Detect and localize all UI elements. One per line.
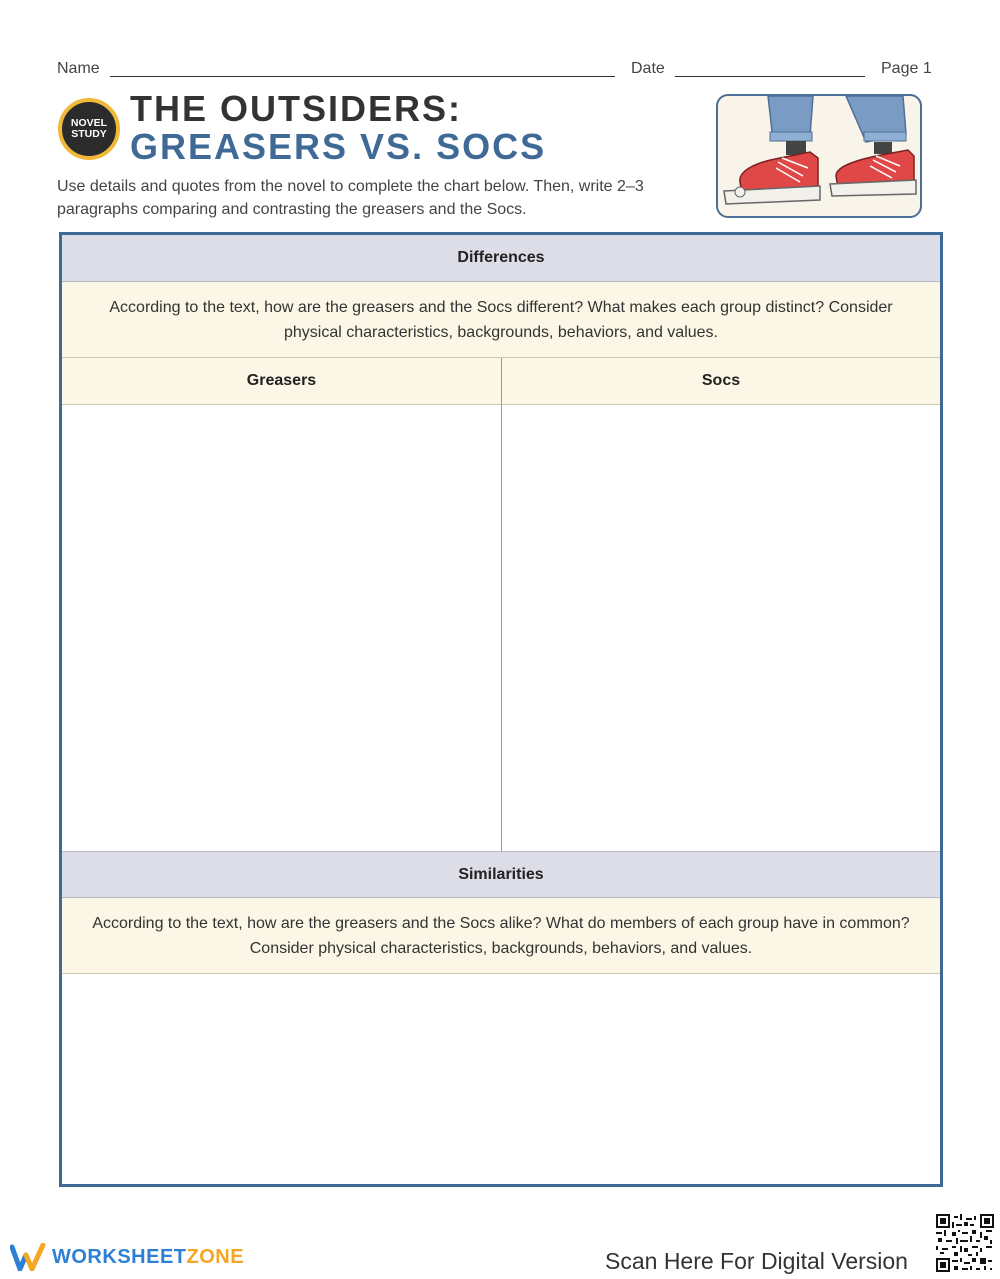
scan-instruction: Scan Here For Digital Version: [605, 1248, 908, 1274]
page-title-line-1: THE OUTSIDERS:: [130, 88, 463, 129]
similarities-prompt: According to the text, how are the greasers and the Socs alike? What do members of each group have in common? Consider physical characteristics, backgrounds, behaviors, and values.: [62, 898, 940, 974]
similarities-heading: Similarities: [62, 851, 940, 898]
similarities-writing-area[interactable]: [62, 974, 940, 1184]
socs-column-header: Socs: [701, 372, 741, 389]
page-title-line-2: GREASERS VS. SOCS: [130, 126, 547, 167]
date-field[interactable]: [675, 76, 865, 77]
novel-study-badge-icon: [58, 98, 120, 160]
instructions-text: Use details and quotes from the novel to complete the chart below. Then, write 2–3 paragraphs comparing and contrasting the greasers and the Socs.: [57, 178, 644, 218]
sneakers-illustration: [716, 94, 922, 218]
badge-line-1: NOVEL: [70, 117, 108, 129]
comparison-chart: [59, 232, 943, 1187]
worksheet-zone-logo-icon: [10, 1243, 46, 1271]
differences-prompt: According to the text, how are the greasers and the Socs different? What makes each group distinct? Consider physical characteristics, backgrounds, behaviors, and values.: [62, 282, 940, 358]
greasers-column-header: Greasers: [246, 372, 317, 389]
badge-line-2: STUDY: [71, 128, 107, 140]
greasers-writing-area[interactable]: [62, 405, 501, 851]
logo-text-worksheet: WORKSHEET: [52, 1245, 187, 1268]
socs-writing-area[interactable]: [502, 405, 940, 851]
name-field[interactable]: [110, 76, 615, 77]
sneakers-drawing: [718, 96, 920, 216]
date-label: Date: [631, 60, 665, 77]
worksheet-zone-logo[interactable]: [10, 1243, 244, 1271]
differences-heading: Differences: [62, 235, 940, 282]
page-number: Page 1: [881, 60, 932, 77]
logo-text-zone: ZONE: [186, 1245, 245, 1268]
qr-code-icon[interactable]: [936, 1214, 994, 1272]
name-label: Name: [57, 60, 100, 77]
